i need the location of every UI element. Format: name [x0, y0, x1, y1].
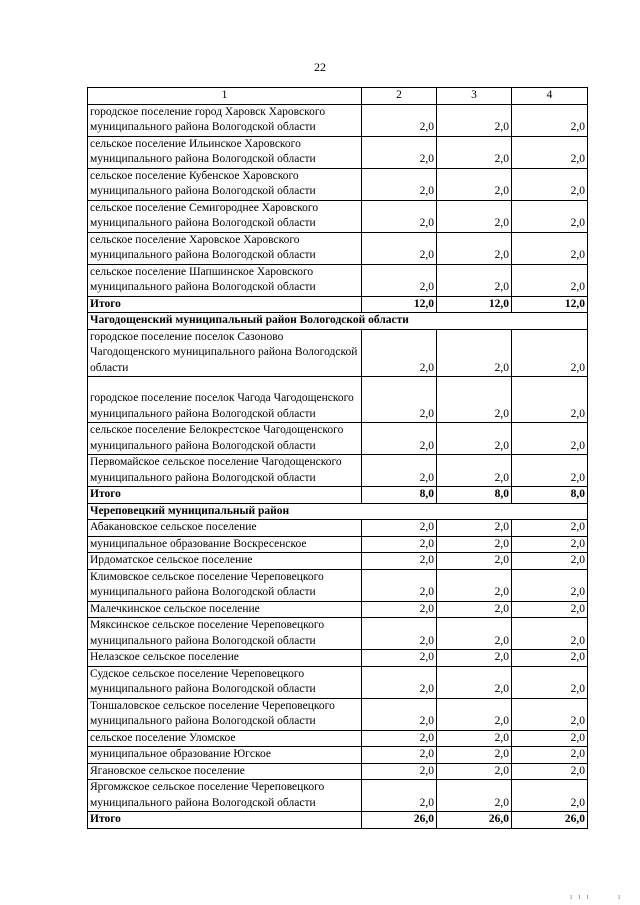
settlement-name-line: Климовское сельское поселение Череповецкого [90, 570, 324, 583]
settlement-name-line: Чагодощенского муниципального района Вологодской [90, 346, 358, 358]
value-col-3: 2,0 [437, 377, 512, 423]
table-row [88, 168, 588, 200]
table-row [88, 601, 588, 618]
settlement-name-line: муниципального района Вологодской области [90, 407, 316, 420]
settlement-name [88, 377, 362, 423]
total-row [88, 296, 588, 313]
value-col-4: 2,0 [512, 232, 588, 264]
value-col-2: 2,0 [362, 200, 437, 232]
value-col-2: 2,0 [362, 763, 437, 780]
value-col-2: 2,0 [362, 104, 437, 136]
settlement-name-line: муниципального района Вологодской области [90, 471, 316, 484]
settlement-name-line: муниципального района Вологодской области [90, 439, 316, 452]
value-col-4: 2,0 [512, 329, 588, 377]
settlement-name-line: муниципального района Вологодской области [90, 634, 316, 647]
table-row [88, 763, 588, 780]
settlement-name-line: сельское поселение Ильинское Харовского [90, 137, 301, 150]
settlement-name [88, 136, 362, 168]
settlement-name [88, 536, 362, 553]
settlement-name-line: Яргомжское сельское поселение Череповецкого [90, 781, 325, 793]
settlement-name-line: муниципальное образование Воскресенское [90, 537, 307, 550]
value-col-2: 2,0 [362, 536, 437, 553]
settlement-name-line: области [90, 361, 129, 374]
settlement-name-line: сельское поселение Харовское Харовского [90, 233, 300, 246]
total-label: Итого [88, 812, 362, 829]
value-col-4: 2,0 [512, 455, 588, 487]
settlement-name [88, 264, 362, 296]
value-col-2: 2,0 [362, 329, 437, 377]
value-col-3: 2,0 [437, 666, 512, 698]
settlement-name [88, 698, 362, 730]
settlement-name-line: городское поселение поселок Чагода Чагодощенского [90, 392, 354, 404]
value-col-2: 2,0 [362, 601, 437, 618]
settlement-name-line: Первомайское сельское поселение Чагодощенского [90, 456, 342, 468]
settlement-name [88, 601, 362, 618]
settlement-name [88, 423, 362, 455]
value-col-2: 2,0 [362, 747, 437, 764]
page-number: 22 [314, 60, 326, 74]
settlement-name [88, 104, 362, 136]
value-col-2: 2,0 [362, 569, 437, 601]
section-header-row [88, 313, 588, 330]
value-col-2: 2,0 [362, 264, 437, 296]
value-col-4: 2,0 [512, 536, 588, 553]
value-col-4: 2,0 [512, 520, 588, 537]
table-row [88, 377, 588, 423]
value-col-3: 2,0 [437, 780, 512, 812]
table-row [88, 264, 588, 296]
total-label: Итого [88, 296, 362, 313]
value-col-3: 2,0 [437, 569, 512, 601]
table-row [88, 698, 588, 730]
settlement-name-line: сельское поселение Шапшинское Харовского [90, 265, 314, 278]
table-row [88, 618, 588, 650]
settlement-name [88, 650, 362, 667]
value-col-4: 2,0 [512, 780, 588, 812]
value-col-4: 2,0 [512, 666, 588, 698]
value-col-3: 2,0 [437, 763, 512, 780]
value-col-3: 2,0 [437, 650, 512, 667]
value-col-3: 2,0 [437, 168, 512, 200]
settlement-name-line: муниципальное образование Югское [90, 748, 272, 760]
settlement-name-line: муниципального района Вологодской области [90, 281, 316, 293]
value-col-2: 2,0 [362, 666, 437, 698]
section-header-row [88, 503, 588, 520]
value-col-2: 2,0 [362, 520, 437, 537]
settlement-name-line: сельское поселение Уломское [90, 731, 236, 744]
value-col-3: 2,0 [437, 747, 512, 764]
settlement-name-line: сельское поселение Кубенское Харовского [90, 169, 299, 182]
scan-mark-2: ı [618, 892, 623, 901]
section-title: Чагодощенский муниципальный район Вологодской области [88, 313, 588, 330]
settlement-name-line: Ягановское сельское поселение [90, 764, 245, 777]
settlement-name-line: Мяксинское сельское поселение Череповецкого [90, 619, 325, 631]
settlement-name-line: муниципального района Вологодской области [90, 683, 316, 695]
settlement-name-line: муниципального района Вологодской области [90, 153, 316, 165]
value-col-4: 2,0 [512, 601, 588, 618]
settlement-name [88, 455, 362, 487]
settlement-name-line: Абакановское сельское поселение [90, 521, 257, 533]
settlement-name [88, 747, 362, 764]
value-col-4: 2,0 [512, 553, 588, 570]
value-col-2: 2,0 [362, 553, 437, 570]
settlement-name [88, 520, 362, 537]
value-col-4: 2,0 [512, 618, 588, 650]
table-row [88, 520, 588, 537]
scan-mark: ı ı ı [570, 892, 591, 901]
settlement-name-line: муниципального района Вологодской области [90, 249, 316, 261]
value-col-4: 2,0 [512, 423, 588, 455]
value-col-3: 2,0 [437, 329, 512, 377]
table-row [88, 536, 588, 553]
total-value-col-4: 26,0 [512, 812, 588, 829]
settlement-name-line: муниципального района Вологодской области [90, 121, 316, 133]
value-col-3: 2,0 [437, 455, 512, 487]
total-value-col-2: 8,0 [362, 487, 437, 504]
value-col-3: 2,0 [437, 601, 512, 618]
value-col-3: 2,0 [437, 520, 512, 537]
value-col-4: 2,0 [512, 377, 588, 423]
value-col-2: 2,0 [362, 698, 437, 730]
total-label: Итого [88, 487, 362, 504]
table-row [88, 455, 588, 487]
value-col-3: 2,0 [437, 698, 512, 730]
value-col-3: 2,0 [437, 264, 512, 296]
value-col-2: 2,0 [362, 377, 437, 423]
table-row [88, 329, 588, 377]
value-col-3: 2,0 [437, 232, 512, 264]
settlement-name-line: городское поселение город Харовск Харовского [90, 105, 326, 118]
settlement-name [88, 168, 362, 200]
total-row [88, 812, 588, 829]
total-row [88, 487, 588, 504]
value-col-2: 2,0 [362, 780, 437, 812]
table-row [88, 747, 588, 764]
value-col-4: 2,0 [512, 747, 588, 764]
table-row [88, 136, 588, 168]
settlement-name [88, 763, 362, 780]
total-value-col-4: 12,0 [512, 296, 588, 313]
settlement-name-line: городское поселение поселок Сазоново [90, 330, 284, 343]
value-col-4: 2,0 [512, 569, 588, 601]
settlement-name-line: Ирдоматское сельское поселение [90, 554, 253, 566]
total-value-col-4: 8,0 [512, 487, 588, 504]
table-body [88, 104, 588, 828]
value-col-4: 2,0 [512, 730, 588, 747]
settlement-name-line: Судское сельское поселение Череповецкого [90, 667, 305, 680]
settlement-name [88, 730, 362, 747]
header-col-3: 3 [437, 88, 512, 105]
table-row [88, 569, 588, 601]
value-col-2: 2,0 [362, 730, 437, 747]
settlement-name [88, 553, 362, 570]
settlement-name [88, 569, 362, 601]
table-row [88, 200, 588, 232]
value-col-3: 2,0 [437, 536, 512, 553]
allocation-table [87, 87, 588, 829]
table-row [88, 780, 588, 812]
section-title: Череповецкий муниципальный район [88, 503, 588, 520]
value-col-4: 2,0 [512, 168, 588, 200]
header-col-2: 2 [362, 88, 437, 105]
value-col-4: 2,0 [512, 264, 588, 296]
value-col-4: 2,0 [512, 104, 588, 136]
settlement-name [88, 200, 362, 232]
settlement-name-line: сельское поселение Семигороднее Харовского [90, 201, 319, 214]
total-value-col-2: 12,0 [362, 296, 437, 313]
settlement-name-line: сельское поселение Белокрестское Чагодощенского [90, 424, 344, 436]
header-col-1: 1 [88, 88, 362, 105]
value-col-3: 2,0 [437, 200, 512, 232]
settlement-name [88, 618, 362, 650]
value-col-4: 2,0 [512, 650, 588, 667]
settlement-name [88, 666, 362, 698]
value-col-2: 2,0 [362, 136, 437, 168]
total-value-col-3: 12,0 [437, 296, 512, 313]
settlement-name-line: муниципального района Вологодской области [90, 715, 316, 727]
table-row [88, 666, 588, 698]
settlement-name-line: муниципального района Вологодской области [90, 185, 316, 197]
header-row [88, 88, 588, 105]
total-value-col-2: 26,0 [362, 812, 437, 829]
value-col-3: 2,0 [437, 730, 512, 747]
value-col-3: 2,0 [437, 553, 512, 570]
settlement-name-line: муниципального района Вологодской области [90, 796, 316, 809]
value-col-2: 2,0 [362, 455, 437, 487]
row-spacer [90, 377, 359, 391]
value-col-2: 2,0 [362, 423, 437, 455]
table-row [88, 423, 588, 455]
value-col-2: 2,0 [362, 168, 437, 200]
settlement-name-line: Тоншаловское сельское поселение Череповецкого [90, 699, 335, 712]
total-value-col-3: 8,0 [437, 487, 512, 504]
settlement-name-line: Малечкинское сельское поселение [90, 602, 260, 615]
table-row [88, 650, 588, 667]
table-row [88, 730, 588, 747]
value-col-2: 2,0 [362, 232, 437, 264]
value-col-4: 2,0 [512, 763, 588, 780]
settlement-name-line: муниципального района Вологодской области [90, 217, 316, 229]
value-col-3: 2,0 [437, 136, 512, 168]
table-row [88, 104, 588, 136]
settlement-name [88, 329, 362, 377]
value-col-2: 2,0 [362, 618, 437, 650]
total-value-col-3: 26,0 [437, 812, 512, 829]
value-col-4: 2,0 [512, 200, 588, 232]
value-col-3: 2,0 [437, 104, 512, 136]
value-col-2: 2,0 [362, 650, 437, 667]
settlement-name [88, 232, 362, 264]
settlement-name [88, 780, 362, 812]
table-row [88, 553, 588, 570]
settlement-name-line: муниципального района Вологодской области [90, 586, 316, 598]
value-col-3: 2,0 [437, 618, 512, 650]
value-col-4: 2,0 [512, 698, 588, 730]
header-col-4: 4 [512, 88, 588, 105]
value-col-4: 2,0 [512, 136, 588, 168]
table-row [88, 232, 588, 264]
value-col-3: 2,0 [437, 423, 512, 455]
settlement-name-line: Нелазское сельское поселение [90, 651, 239, 663]
